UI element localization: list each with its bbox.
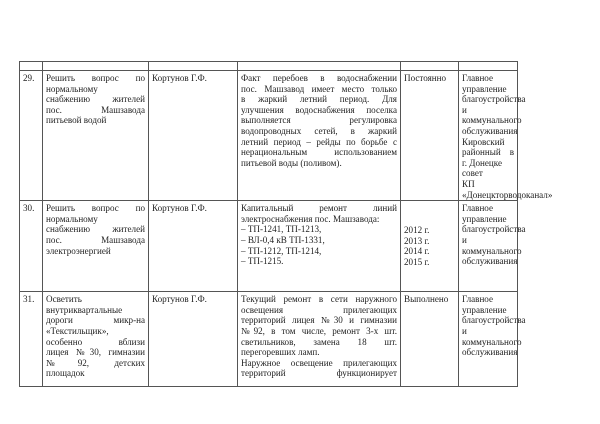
- task-cell: [43, 71, 149, 201]
- info-line: улучшения водоснабжения поселка: [241, 104, 397, 115]
- table-row: [20, 201, 518, 292]
- info-line: в жаркий летний период. Для: [241, 94, 397, 105]
- responsible-cell: Кортунов Г.Ф.: [149, 292, 238, 387]
- task-line: №92, детских: [46, 357, 145, 368]
- row-number: 30.: [20, 201, 43, 292]
- info-line: нерациональным использованием: [241, 147, 397, 158]
- term-line: [404, 203, 455, 214]
- info-line: светильников, замена 18 шт.: [241, 336, 397, 347]
- term-cell: [401, 292, 459, 387]
- table-header-blank-row: [20, 62, 518, 71]
- info-line: выполняется регулировка: [241, 115, 397, 126]
- table-row: [20, 71, 518, 201]
- info-line: Капитальный ремонт линий: [241, 203, 397, 214]
- task-line: снабжению жителей: [46, 224, 145, 235]
- executor-line: Главное управление: [462, 203, 507, 224]
- executor-line: г. Донецке совет: [462, 157, 502, 179]
- info-line: территорий функционирует: [241, 368, 397, 379]
- task-line: особенно вблизи: [46, 336, 145, 347]
- executor-line: благоустройства и: [462, 224, 526, 245]
- task-line: нормальному: [46, 83, 98, 94]
- info-line: летний период – рейды по борьбе с: [241, 136, 397, 147]
- info-line: Текущий ремонт в сети наружного: [241, 294, 397, 305]
- blank-cell: [43, 62, 149, 71]
- task-line: «Текстильщик»,: [46, 325, 109, 336]
- info-line: – ТП-1212, ТП-1214,: [241, 245, 322, 256]
- executor-line: коммунального: [462, 115, 522, 126]
- info-line: электроснабжения пос. Машзавода:: [241, 213, 380, 224]
- executor-line: коммунального: [462, 336, 522, 347]
- blank-cell: [459, 62, 518, 71]
- executor-line: Главное управление: [462, 294, 507, 315]
- info-line: водопроводных сетей, в жаркий: [241, 125, 397, 136]
- task-cell: [43, 201, 149, 292]
- info-line: освещения прилегающих: [241, 304, 397, 315]
- responsible-cell: Кортунов Г.Ф.: [149, 201, 238, 292]
- term-line: 2014 г.: [404, 246, 430, 257]
- info-cell: [238, 71, 401, 201]
- executor-line: коммунального: [462, 245, 522, 256]
- executor-line: обслуживания: [462, 125, 518, 136]
- info-line: – ТП-1215.: [241, 256, 284, 267]
- task-line: пос. Машзавода: [46, 104, 145, 115]
- executor-line: обслуживания: [462, 256, 518, 267]
- task-line: снабжению жителей: [46, 94, 145, 105]
- document-table: [19, 61, 553, 387]
- term-line: Выполнено: [404, 294, 449, 305]
- task-line: нормальному: [46, 213, 98, 224]
- blank-cell: [149, 62, 238, 71]
- info-line: Факт перебоев в водоснабжении: [241, 73, 397, 83]
- table-row: [20, 292, 518, 387]
- executor-line: «Донецкторводоканал»: [462, 189, 553, 200]
- executor-cell: [459, 71, 553, 201]
- task-cell: [43, 292, 149, 387]
- task-line: Решить вопрос по: [46, 203, 145, 214]
- info-line: перегоревших ламп.: [241, 347, 320, 358]
- term-line: [404, 214, 455, 225]
- term-line: Постоянно: [404, 73, 447, 83]
- row-number: 31.: [20, 292, 43, 387]
- info-line: питьевой воды (поливом).: [241, 157, 342, 168]
- info-line: – ВЛ-0,4 кВ ТП-1331,: [241, 234, 325, 245]
- executor-cell: [459, 201, 526, 292]
- info-cell: [238, 201, 401, 292]
- executor-line: обслуживания: [462, 347, 518, 358]
- task-line: Решить вопрос по: [46, 73, 145, 83]
- term-line: 2015 г.: [404, 256, 430, 267]
- task-line: дороги микр-на: [46, 315, 145, 326]
- info-line: пос. Машзавод имеет место только: [241, 83, 397, 94]
- blank-cell: [238, 62, 401, 71]
- executor-line: благоустройства и: [462, 315, 526, 336]
- info-cell: [238, 292, 401, 387]
- executor-cell: [459, 292, 526, 387]
- term-line: 2012 г.: [404, 225, 430, 236]
- executor-line: КП: [462, 178, 475, 189]
- task-line: электроэнергией: [46, 245, 111, 256]
- task-line: питьевой водой: [46, 115, 107, 126]
- term-line: 2013 г.: [404, 235, 430, 246]
- task-line: площадок: [46, 368, 85, 379]
- executor-line: Кировский районный в: [462, 136, 514, 158]
- task-line: Осветить: [46, 294, 82, 305]
- task-line: внутриквартальные: [46, 304, 123, 315]
- blank-cell: [401, 62, 459, 71]
- responsible-cell: Кортунов Г.Ф.: [149, 71, 238, 201]
- executor-line: Главное управление: [462, 73, 507, 94]
- executor-line: благоустройства и: [462, 94, 526, 115]
- task-line: пос. Машзавода: [46, 234, 145, 245]
- term-cell: [401, 201, 459, 292]
- info-line: №92, в том числе, ремонт 3-х шт.: [241, 325, 397, 336]
- task-line: лицея №30, гимназии: [46, 347, 145, 358]
- blank-cell: [20, 62, 43, 71]
- info-line: территорий лицея №30 и гимназии: [241, 315, 397, 326]
- row-number: 29.: [20, 71, 43, 201]
- term-cell: [401, 71, 459, 201]
- info-line: Наружное освещение прилегающих: [241, 357, 397, 368]
- info-line: – ТП-1241, ТП-1213,: [241, 224, 322, 235]
